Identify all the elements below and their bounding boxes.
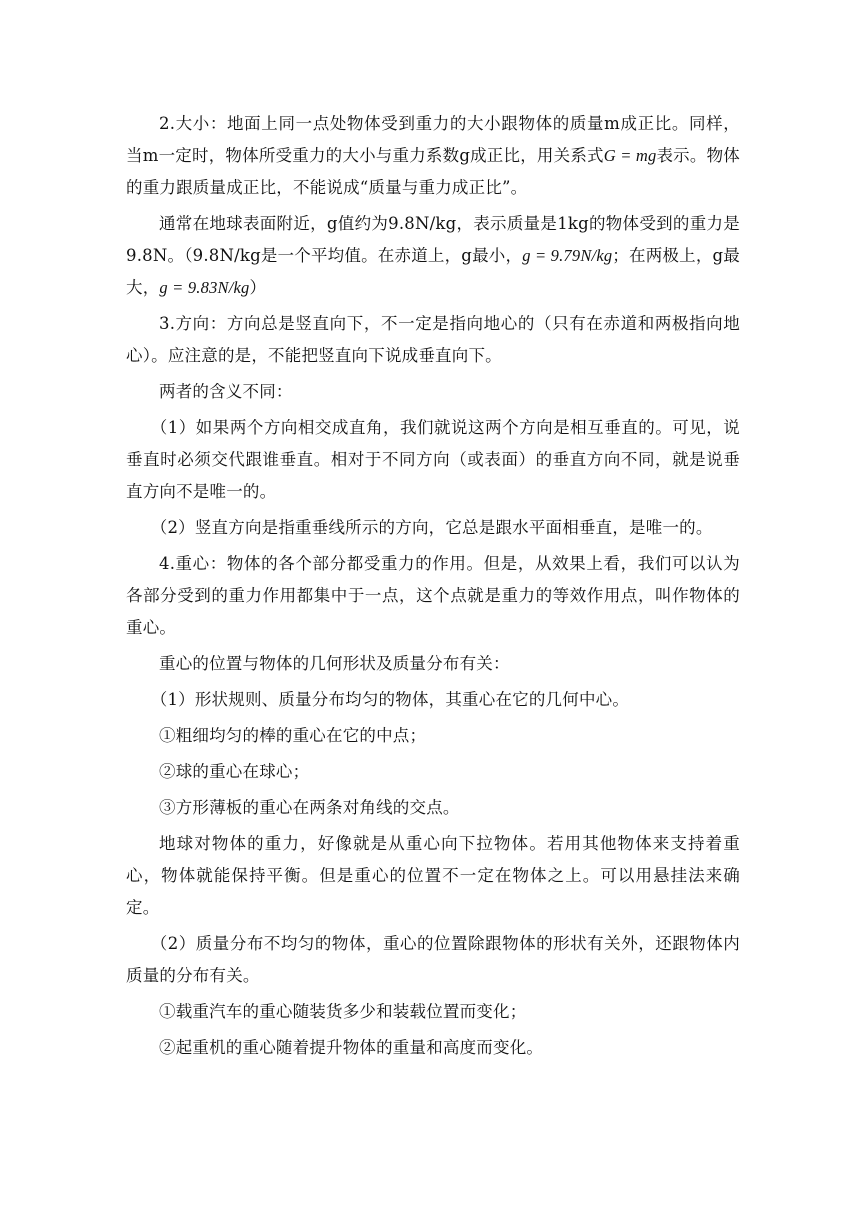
list-item-plate: ③方形薄板的重心在两条对角线的交点。 bbox=[159, 798, 460, 817]
document-body bbox=[126, 108, 740, 1068]
paragraph-g-value: 通常在地球表面附近，g值约为9.8N/kg，表示质量是1kg的物体受到的重力是9.8N。（9.8N/kg是一个平均值。在赤道上，g最小，g = 9.79N/kg；在两极上，g最大，g = 9.83N/kg） bbox=[126, 214, 740, 297]
paragraph-regular: （1）形状规则、质量分布均匀的物体，其重心在它的几何中心。 bbox=[150, 690, 630, 709]
list-item-sphere: ②球的重心在球心； bbox=[159, 762, 310, 781]
list-item-rod: ①粗细均匀的棒的重心在它的中点； bbox=[159, 726, 427, 745]
paragraph-irregular: （2）质量分布不均匀的物体，重心的位置除跟物体的形状有关外，还跟物体内质量的分布有关。 bbox=[126, 934, 740, 985]
paragraph-size: 2.大小：地面上同一点处物体受到重力的大小跟物体的质量m成正比。同样，当m一定时，物体所受重力的大小与重力系数g成正比，用关系式G = mg表示。物体的重力跟质量成正比，不能说成“质量与重力成正比”。 bbox=[126, 114, 740, 197]
formula-g-poles: g = 9.83N/kg bbox=[159, 278, 250, 297]
paragraph-meaning-1: （1）如果两个方向相交成直角，我们就说这两个方向是相互垂直的。可见，说垂直时必须交代跟谁垂直。相对于不同方向（或表面）的垂直方向不同，就是说垂直方向不是唯一的。 bbox=[126, 418, 740, 501]
paragraph-meaning: 两者的含义不同： bbox=[159, 382, 293, 401]
paragraph-center-position: 重心的位置与物体的几何形状及质量分布有关： bbox=[159, 654, 510, 673]
paragraph-direction: 3.方向：方向总是竖直向下，不一定是指向地心的（只有在赤道和两极指向地心）。应注意的是，不能把竖直向下说成垂直向下。 bbox=[126, 314, 740, 365]
formula-g-equator: g = 9.79N/kg bbox=[522, 246, 613, 265]
paragraph-meaning-2: （2）竖直方向是指重垂线所示的方向，它总是跟水平面相垂直，是唯一的。 bbox=[150, 518, 713, 537]
list-item-crane: ②起重机的重心随着提升物体的重量和高度而变化。 bbox=[159, 1038, 544, 1057]
list-item-truck: ①载重汽车的重心随装货多少和装载位置而变化； bbox=[159, 1002, 527, 1021]
paragraph-support: 地球对物体的重力，好像就是从重心向下拉物体。若用其他物体来支持着重心，物体就能保持平衡。但是重心的位置不一定在物体之上。可以用悬挂法来确定。 bbox=[126, 834, 740, 917]
formula-g-equals-mg: G = mg bbox=[603, 146, 657, 165]
paragraph-center: 4.重心：物体的各个部分都受重力的作用。但是，从效果上看，我们可以认为各部分受到的重力作用都集中于一点，这个点就是重力的等效作用点，叫作物体的重心。 bbox=[126, 554, 740, 637]
